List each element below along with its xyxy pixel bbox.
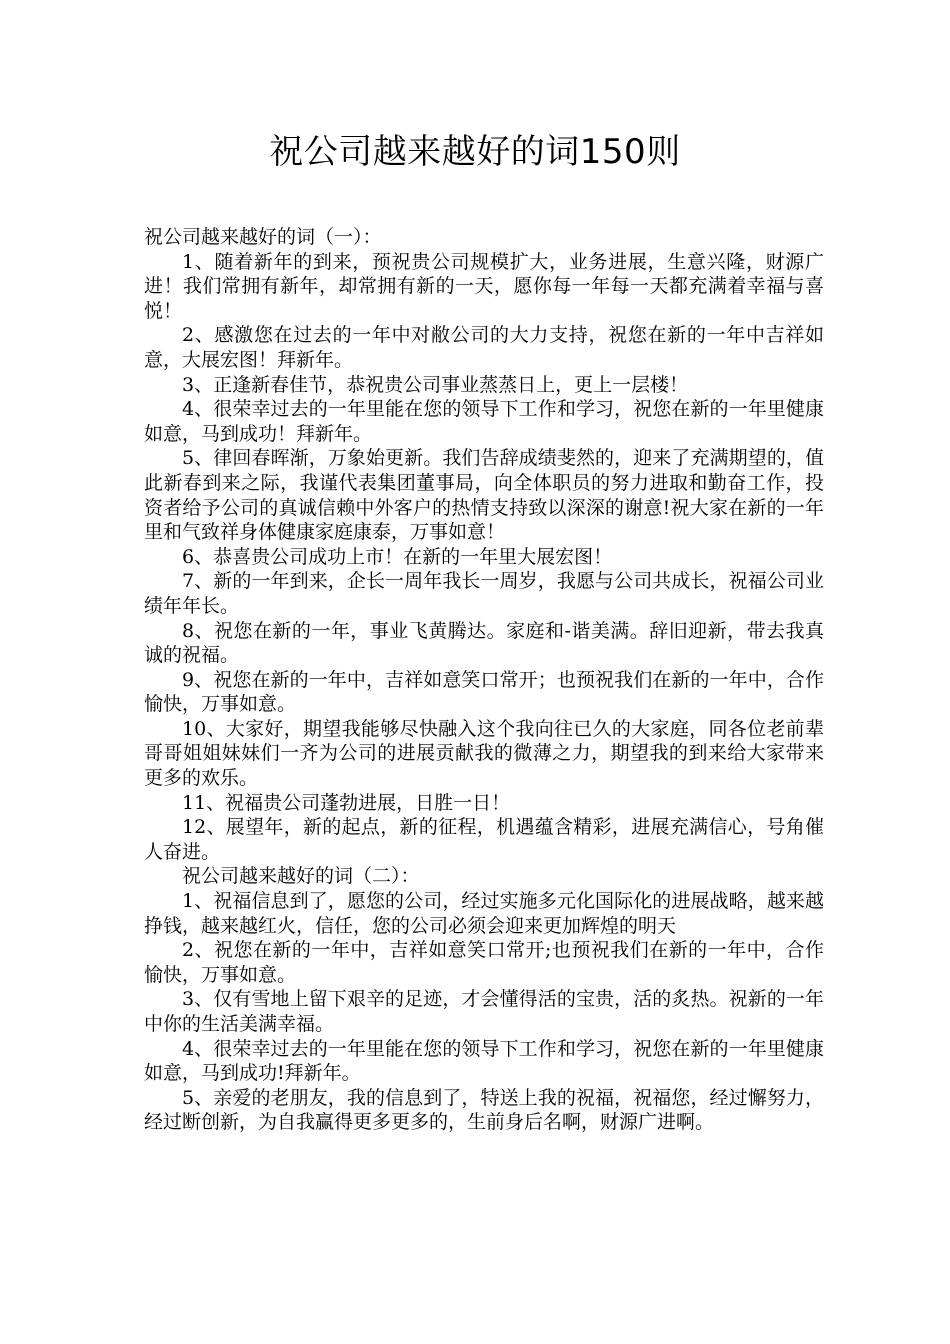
paragraph: 6、恭喜贵公司成功上市！在新的一年里大展宏图！ (182, 545, 613, 568)
paragraph: 8、祝您在新的一年，事业飞黄腾达。家庭和-谐美满。辞旧迎新，带去我真诚的祝福。 (144, 619, 824, 667)
paragraph: 3、正逢新春佳节，恭祝贵公司事业蒸蒸日上，更上一层楼！ (182, 373, 689, 396)
paragraph: 10、大家好，期望我能够尽快融入这个我向往已久的大家庭，同各位老前辈哥哥姐姐妹妹们一齐为公司的进展贡献我的微薄之力，期望我的到来给大家带来更多的欢乐。 (144, 717, 824, 790)
paragraph: 1、祝福信息到了，愿您的公司，经过实施多元化国际化的进展战略，越来越挣钱，越来越红火，信任，您的公司必须会迎来更加辉煌的明天 (144, 890, 824, 937)
paragraph: 祝公司越来越好的词（一）： (144, 226, 382, 248)
paragraph: 3、仅有雪地上留下艰辛的足迹，才会懂得活的宝贵，活的炙热。祝新的一年中你的生活美满幸福。 (144, 988, 824, 1035)
paragraph: 祝公司越来越好的词（二）： (182, 865, 420, 888)
paragraph: 7、新的一年到来，企长一周年我长一周岁，我愿与公司共成长，祝福公司业绩年年长。 (144, 570, 824, 617)
paragraph: 9、祝您在新的一年中，吉祥如意笑口常开；也预祝我们在新的一年中，合作愉快，万事如意。 (144, 668, 824, 716)
paragraph: 4、很荣幸过去的一年里能在您的领导下工作和学习，祝您在新的一年里健康如意，马到成功!拜新年。 (144, 1037, 824, 1085)
paragraph: 1、随着新年的到来，预祝贵公司规模扩大，业务进展，生意兴隆，财源广进！我们常拥有新年，却常拥有新的一天，愿你每一年每一天都充满着幸福与喜悦！ (144, 250, 824, 322)
document-body (144, 225, 824, 1135)
paragraph: 5、律回春晖渐，万象始更新。我们告辞成绩斐然的，迎来了充满期望的，值此新春到来之际，我谨代表集团董事局，向全体职员的努力进取和勤奋工作，投资者给予公司的真诚信赖中外客户的热情支持致以深深的谢意!祝大家在新的一年里和气致祥身体健康家庭康泰，万事如意！ (144, 447, 824, 544)
paragraph: 5、亲爱的老朋友，我的信息到了，特送上我的祝福，祝福您，经过懈努力，经过断创新，为自我赢得更多更多的，生前身后名啊，财源广进啊。 (144, 1086, 824, 1134)
paragraph: 2、祝您在新的一年中，吉祥如意笑口常开;也预祝我们在新的一年中，合作愉快，万事如意。 (144, 939, 824, 986)
paragraph: 12、展望年，新的起点，新的征程，机遇蕴含精彩，进展充满信心，号角催人奋进。 (144, 816, 824, 863)
paragraph: 2、感激您在过去的一年中对敝公司的大力支持，祝您在新的一年中吉祥如意，大展宏图！拜新年。 (144, 324, 824, 371)
page-title: 祝公司越来越好的词150则 (269, 132, 681, 172)
paragraph: 11、祝福贵公司蓬勃进展，日胜一日！ (182, 791, 511, 814)
paragraph: 4、很荣幸过去的一年里能在您的领导下工作和学习，祝您在新的一年里健康如意，马到成功！拜新年。 (144, 398, 824, 445)
